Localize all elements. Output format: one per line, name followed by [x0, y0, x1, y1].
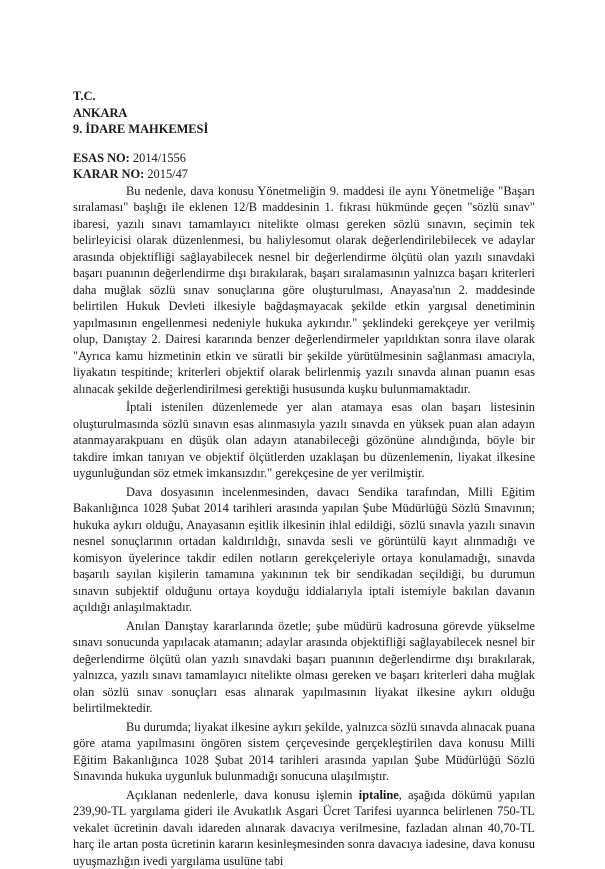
esas-value: 2014/1556: [133, 151, 186, 165]
karar-no: [73, 166, 535, 183]
header-state: T.C.: [73, 88, 535, 105]
header-court: 9. İDARE MAHKEMESİ: [73, 121, 535, 138]
paragraph-4: Anılan Danıştay kararlarında özetle; şube müdürü kadrosuna görevde yükselme sınavı sonucunda yapılacak atamanın; adaylar arasında objektifliği sağlayabilecek nesnel bir değerlendirme ölçütü olan yazılı sınavdaki başarı puanının değerlendirme dışı bırakılarak, yalnızca, yazılı sınavı tamamlayıcı nitelikte olması gereken ve başarı kriterleri daha muğlak olan sözlü sınav sonuçları esas alınarak yapılmasının liyakat ilkesine aykırı olduğu belirtilmektedir.: [73, 618, 535, 717]
karar-value: 2015/47: [147, 167, 188, 181]
spacer: [73, 138, 535, 150]
paragraph-2: İptali istenilen düzenlemede yer alan atamaya esas olan başarı listesinin oluşturulmasında sözlü sınavın esas alınmasıyla yazılı sınavda en yüksek puan alan adayın atanmayarakpuanı en düşük olan adayın atanabileceği gözönüne alındığında, böyle bir takdire imkan tanıyan ve objektif ölçütlerden uzaklaşan bu düzenlemenin, liyakat ilkesine uygunluğundan söz etmek imkansızdır." gerekçesine de yer verilmiştir.: [73, 399, 535, 482]
esas-label: ESAS NO:: [73, 151, 130, 165]
document-page: [73, 88, 535, 869]
paragraph-3: Dava dosyasının incelenmesinden, davacı Sendika tarafından, Milli Eğitim Bakanlığınca 1028 Şubat 2014 tarihleri arasında yapılan Şube Müdürlüğü Sözlü Sınavının; hukuka aykırı olduğu, Anayasanın eşitlik ilkesinin ihlal edildiği, sözlü sınavla yazılı sınavın nesnel sonuçlarının ortadan kaldırıldığı, sınavda sesli ve görüntülü kayıt alınmadığı ve komisyon üyelerince takdir edilen notların gerekçeleriyle ortaya konulamadığı, sınavda başarılı sayılan kişilerin tamamına yakınının tek bir sendikadan seçildiği, bu durumun sınavın subjektif olduğunu ortaya koyduğu iddialarıyla iptali istemiyle bakılan davanın açıldığı anlaşılmaktadır.: [73, 484, 535, 616]
header-city: ANKARA: [73, 105, 535, 122]
paragraph-6: [73, 787, 535, 869]
karar-label: KARAR NO:: [73, 167, 144, 181]
verdict-iptaline: iptaline: [359, 788, 399, 802]
paragraph-1: Bu nedenle, dava konusu Yönetmeliğin 9. maddesi ile aynı Yönetmeliğe "Başarı sıralaması" başlığı ile eklenen 12/B maddesinin 1. fıkrası hükmünde geçen "sözlü sınav" ibaresi, yazılı sınavı tamamlayıcı nitelikte olması gereken sözlü sınavın, seçimin tek belirleyicisi olarak düzenlenmesi, bu haliylesomut olarak değerlendirilebilecek ve adaylar arasında objektifliği sağlayabilecek nesnel bir değerlendirme ölçütü olan yazılı sınavdaki başarı puanının değerlendirme dışı bırakılarak, başarı sıralamasının yalnızca başarı kriterleri daha muğlak sözlü sınav sonuçlarına göre oluşturulması, Anayasa'nın 2. maddesinde belirtilen Hukuk Devleti ilkesiyle bağdaşmayacak şekilde etkin yargısal denetiminin yapılmasının engellenmesi nedeniyle hukuka aykırıdır." şeklindeki gerekçeye yer verilmiş olup, Danıştay 2. Dairesi kararında benzer değerlendirmeler yapıldıktan sonra ilave olarak "Ayrıca kamu hizmetinin etkin ve süratli bir şekilde yürütülmesinin sağlanması amacıyla, liyakatın tespitinde; kriterleri objektif olarak belirlenmiş yazılı sınavda alınan puanın esas alınacak şekilde değerlendirilmesi gerektiği hususunda kuşku bulunmamaktadır.: [73, 183, 535, 398]
paragraph-5: Bu durumda; liyakat ilkesine aykırı şekilde, yalnızca sözlü sınavda alınacak puana göre atama yapılmasını öngören sistem çerçevesinde gerçekleştirilen dava konusu Milli Eğitim Bakanlığınca 1028 Şubat 2014 tarihleri arasında yapılan Şube Müdürlüğü Sözlü Sınavında hukuka uygunluk bulunmadığı sonucuna ulaşılmıştır.: [73, 719, 535, 785]
paragraph-6-rest: , aşağıda dökümü yapılan 239,90-TL yargılama gideri ile Avukatlık Asgari Ücret Tarifesi uyarınca belirlenen 750-TL vekalet ücretinin davalı idareden alınarak davacıya verilmesine, fazladan alınan 40,70-TL harç ile artan posta ücretinin kararın kesinleşmesinden sonra davacıya iadesine, dava konusu uyuşmazlığın ivedi yargılama usulüne tabi: [73, 788, 535, 868]
esas-no: [73, 150, 535, 167]
paragraph-6-start: Açıklanan nedenlerle, dava konusu işlemin: [126, 788, 359, 802]
